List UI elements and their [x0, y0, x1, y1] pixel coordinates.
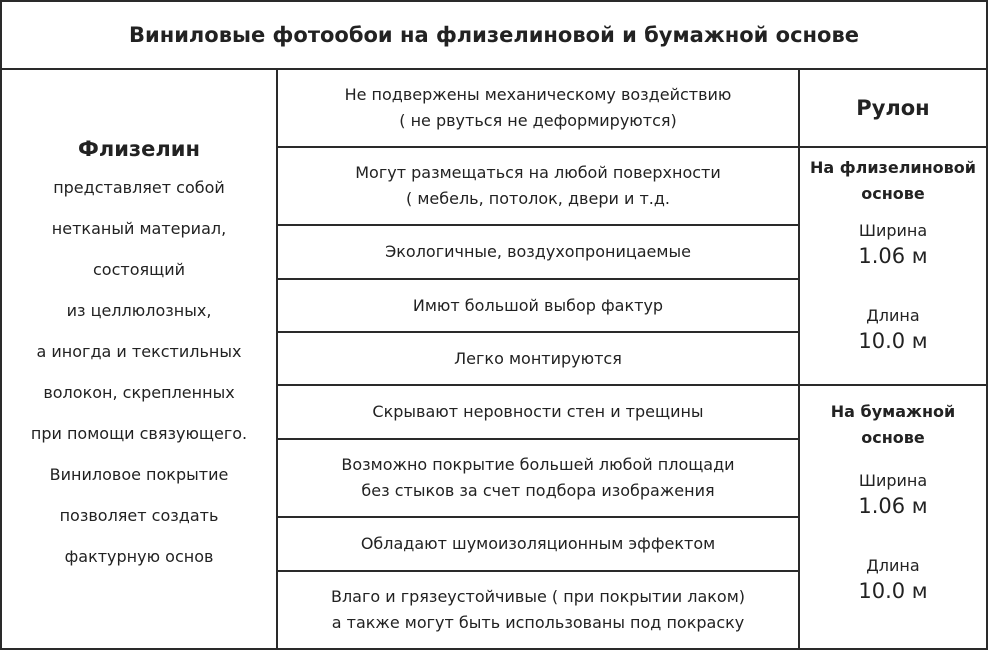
description-line: а иногда и текстильных [36, 342, 242, 361]
paper-roll-heading: На бумажной основе [830, 402, 956, 447]
roll-heading: Рулон [856, 96, 930, 120]
width-label: Ширина [858, 471, 928, 490]
page-title: Виниловые фотообои на флизелиновой и бумажной основе [128, 23, 860, 47]
description-line: волокон, скрепленных [43, 383, 235, 402]
roll-divider [799, 384, 987, 386]
fleece-roll-specs [800, 155, 986, 353]
length-label: Длина [866, 306, 920, 325]
description-line: представляет собой [53, 178, 225, 197]
description-line: Виниловое покрытие [49, 465, 229, 484]
length-label: Длина [866, 556, 920, 575]
description-line: из целлюлозных, [66, 301, 212, 320]
description-line: фактурную основ [64, 547, 214, 566]
description-line: позволяет создать [59, 506, 219, 525]
length-value: 10.0 м [858, 329, 928, 353]
feature-cell: Скрывают неровности стен и трещины [372, 402, 704, 421]
width-value: 1.06 м [858, 244, 928, 268]
length-value: 10.0 м [858, 579, 928, 603]
feature-cell: Возможно покрытие большей любой площади без стыков за счет подбора изображения [341, 455, 735, 500]
fleece-roll-heading: На флизелиновой основе [809, 158, 976, 203]
feature-cell: Могут размещаться на любой поверхности ( мебель, потолок, двери и т.д. [355, 163, 721, 208]
description-line: состоящий [93, 260, 185, 279]
fleece-description [2, 70, 276, 648]
feature-cell: Имют большой выбор фактур [412, 295, 664, 315]
feature-cell: Легко монтируются [454, 348, 622, 368]
width-value: 1.06 м [858, 494, 928, 518]
width-label: Ширина [858, 221, 928, 240]
paper-roll-specs [800, 399, 986, 603]
feature-cell: Не подвержены механическому воздействию ( не рвуться не деформируются) [344, 85, 732, 130]
fleece-heading: Флизелин [78, 137, 200, 161]
roll-divider [799, 146, 987, 148]
description-line: при помощи связующего. [30, 424, 248, 443]
description-line: нетканый материал, [51, 219, 227, 238]
feature-cell: Обладают шумоизоляционным эффектом [360, 534, 716, 553]
feature-cell: Экологичные, воздухопроницаемые [385, 242, 691, 261]
feature-cell: Влаго и грязеустойчивые ( при покрытии лаком) а также могут быть использованы под покраску [330, 587, 746, 632]
